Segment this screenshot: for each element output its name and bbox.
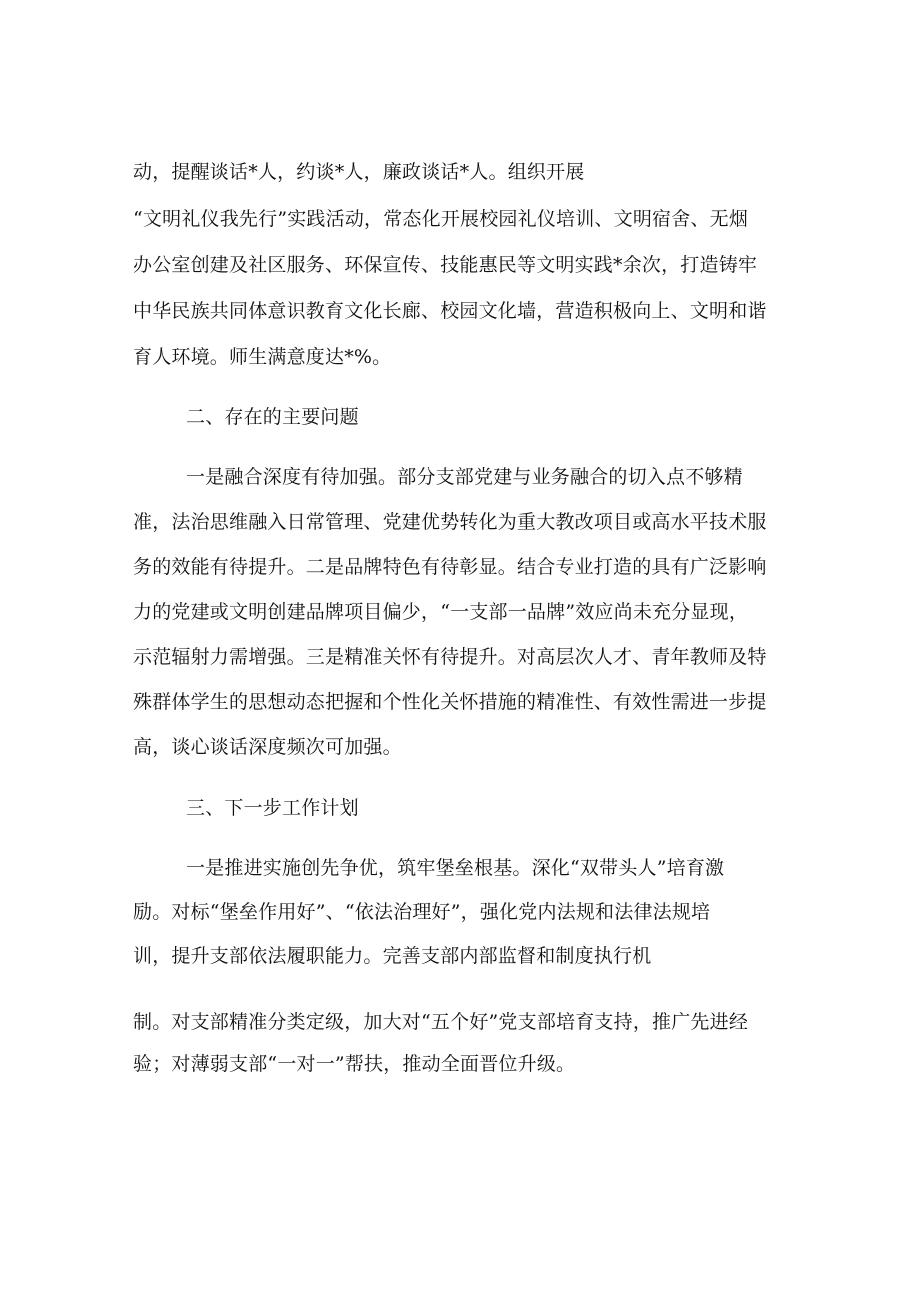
paragraph-line: 励。对标“堡垒作用好”、“依法治理好”，强化党内法规和法律法规培 xyxy=(133,901,711,923)
paragraph-line: 中华民族共同体意识教育文化长廊、校园文化墙，营造积极向上、文明和谐 xyxy=(133,300,767,322)
paragraph-line: 示范辐射力需增强。三是精准关怀有待提升。对高层次人才、青年教师及特 xyxy=(133,646,767,668)
paragraph-line: “文明礼仪我先行”实践活动，常态化开展校园礼仪培训、文明宿舍、无烟 xyxy=(133,208,749,230)
paragraph-line: 一是融合深度有待加强。部分支部党建与业务融合的切入点不够精 xyxy=(186,466,743,488)
section-heading: 二、存在的主要问题 xyxy=(186,406,359,428)
paragraph-line: 一是推进实施创先争优，筑牢堡垒根基。深化“双带头人”培育激 xyxy=(186,857,725,879)
paragraph-line: 育人环境。师生满意度达*%。 xyxy=(133,346,392,368)
paragraph-line: 制。对支部精准分类定级，加大对“五个好”党支部培育支持，推广先进经 xyxy=(133,1011,749,1033)
paragraph-line: 验；对薄弱支部“一对一”帮扶，推动全面晋位升级。 xyxy=(133,1053,576,1075)
paragraph-line: 办公室创建及社区服务、环保宣传、技能惠民等文明实践*余次，打造铸牢 xyxy=(133,254,758,276)
paragraph-line: 务的效能有待提升。二是品牌特色有待彰显。结合专业打造的具有广泛影响 xyxy=(133,556,767,578)
paragraph-line: 殊群体学生的思想动态把握和个性化关怀措施的精准性、有效性需进一步提 xyxy=(133,691,767,713)
paragraph-line: 力的党建或文明创建品牌项目偏少，“一支部一品牌”效应尚未充分显现， xyxy=(133,601,749,623)
section-heading: 三、下一步工作计划 xyxy=(186,797,359,819)
paragraph-line: 动，提醒谈话*人，约谈*人，廉政谈话*人。组织开展 xyxy=(133,161,585,183)
paragraph-line: 准，法治思维融入日常管理、党建优势转化为重大教改项目或高水平技术服 xyxy=(133,511,767,533)
paragraph-line: 高，谈心谈话深度频次可加强。 xyxy=(133,736,402,758)
paragraph-line: 训，提升支部依法履职能力。完善支部内部监督和制度执行机 xyxy=(133,945,652,967)
